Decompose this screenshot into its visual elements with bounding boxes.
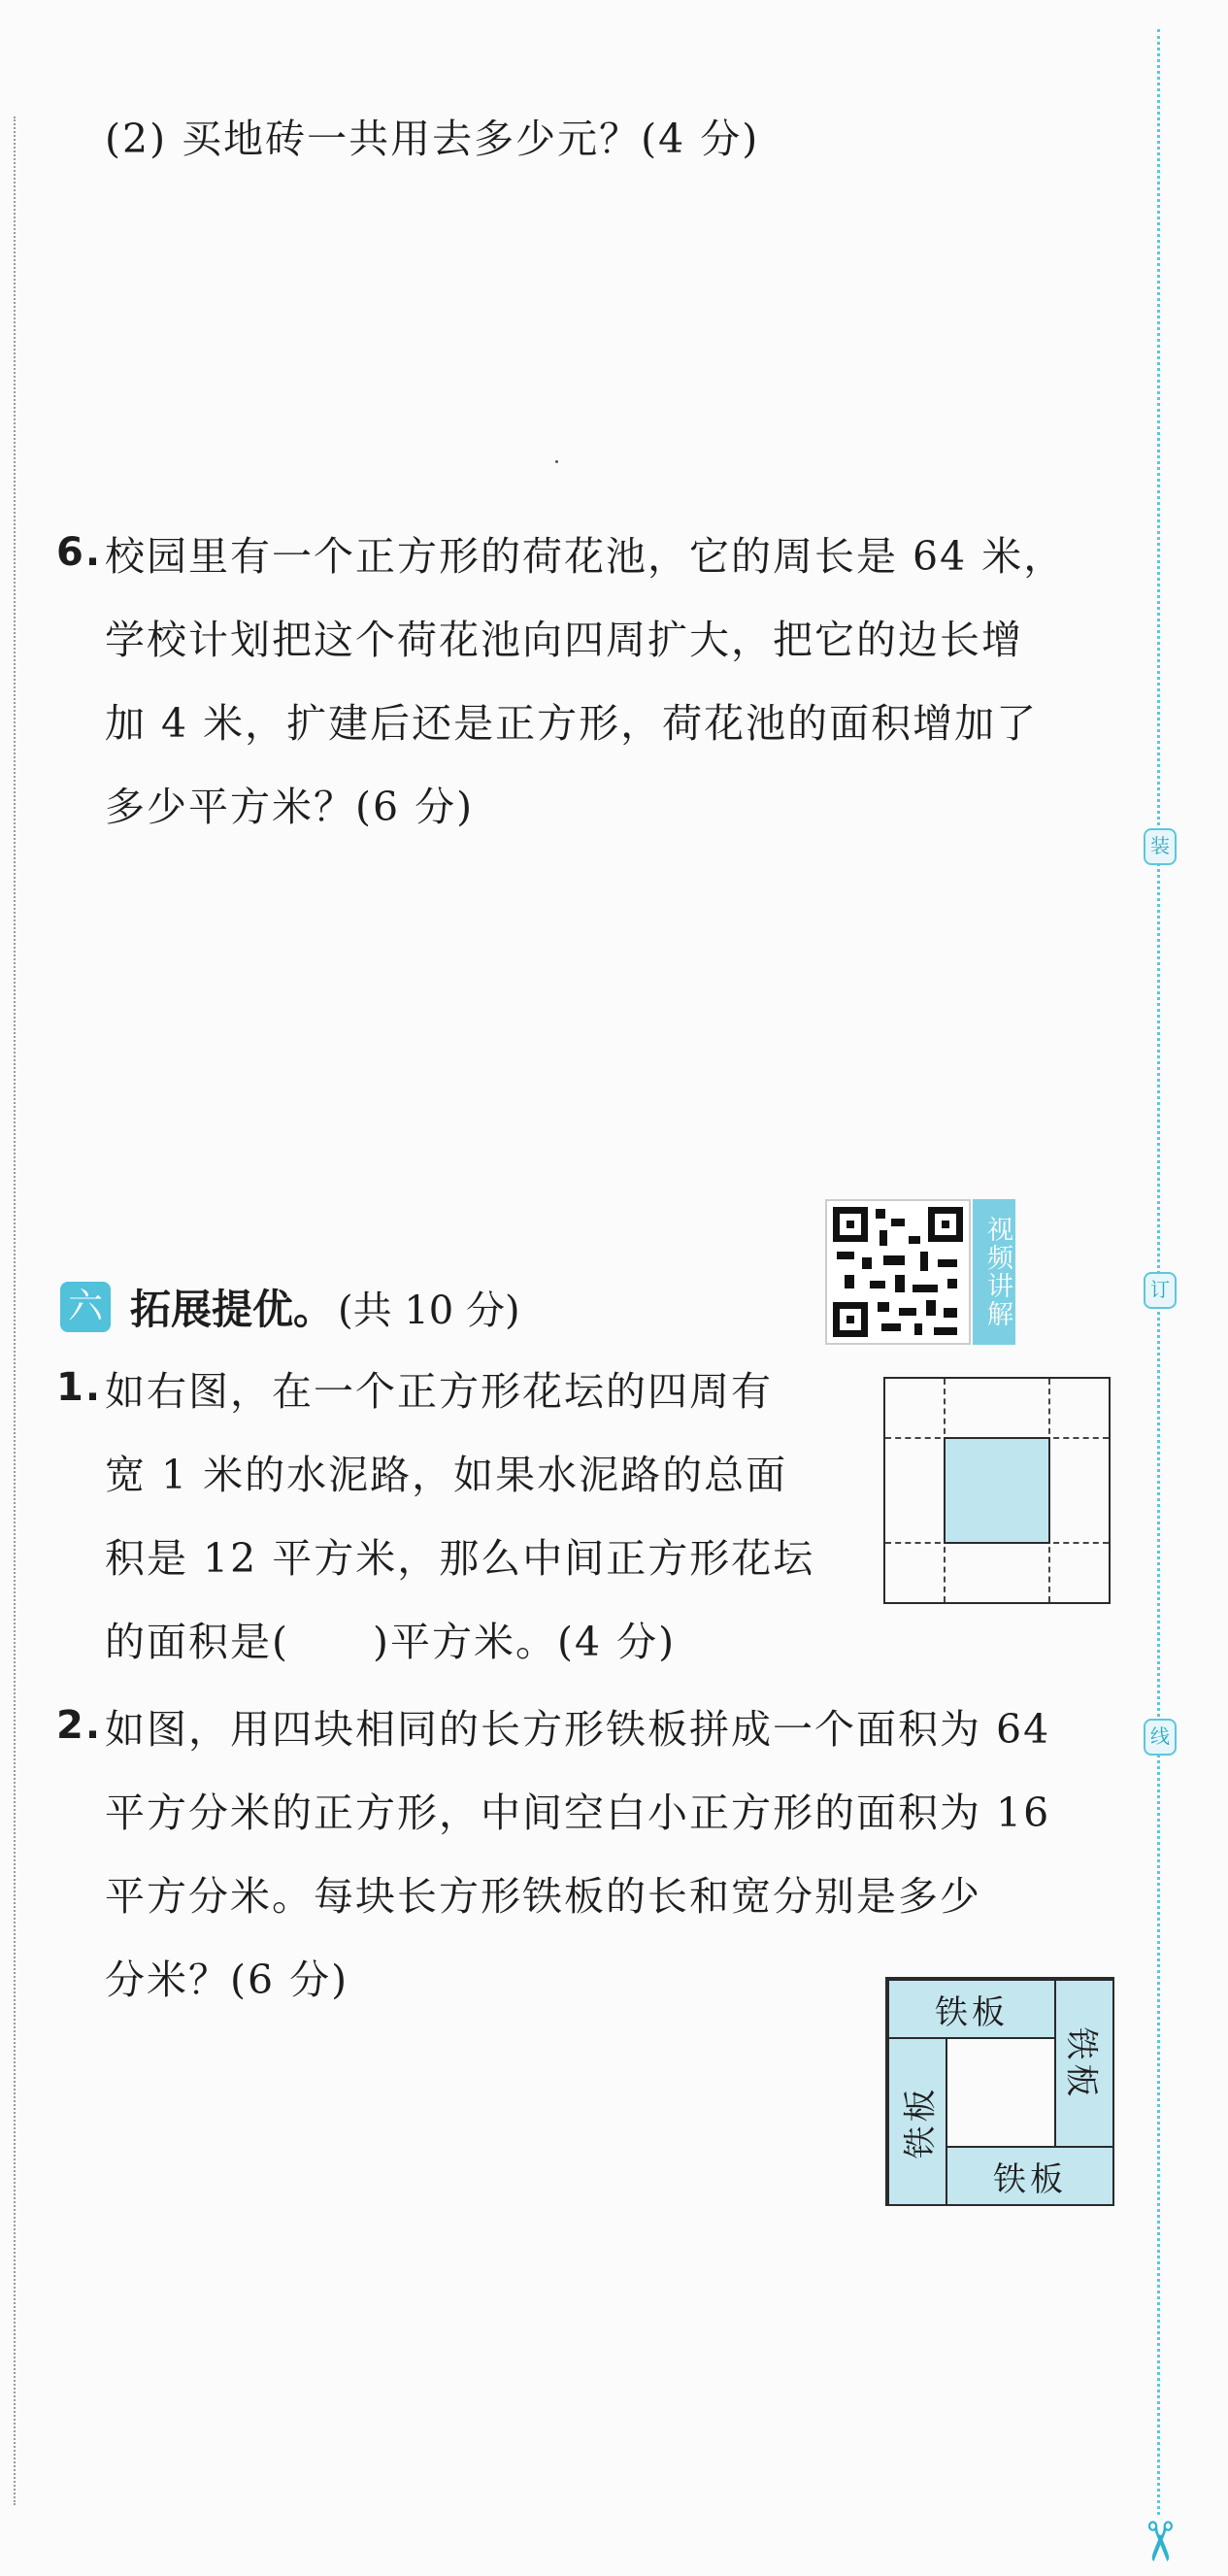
left-margin-rule	[14, 117, 16, 2505]
s6-q1-line-1: 如右图，在一个正方形花坛的四周有	[105, 1368, 773, 1415]
s6-q1-line-3: 积是 12 平方米，那么中间正方形花坛	[105, 1535, 815, 1582]
qr-code[interactable]	[825, 1199, 971, 1345]
q6-line-4: 多少平方米？(6 分)	[105, 784, 475, 830]
blank-center-square	[946, 2037, 1056, 2148]
iron-plate-left	[887, 2037, 947, 2206]
section-6-points: (共 10 分)	[338, 1288, 520, 1333]
s6-q2-line-3: 平方分米。每块长方形铁板的长和宽分别是多少	[105, 1873, 981, 1920]
section-6-title: 拓展提优。	[130, 1286, 335, 1333]
iron-plate-top	[887, 1979, 1056, 2039]
stray-dot	[555, 460, 558, 463]
s6-q2-line-1: 如图，用四块相同的长方形铁板拼成一个面积为 64	[105, 1706, 1051, 1753]
iron-plate-right	[1054, 1979, 1114, 2148]
scissors-icon: ✂	[1126, 2519, 1190, 2564]
q6-line-2: 学校计划把这个荷花池向四周扩大，把它的边长增	[105, 617, 1023, 663]
binding-tab-xian: 线	[1144, 1719, 1177, 1756]
iron-plate-label: 铁板	[901, 2085, 941, 2158]
q6-line-3: 加 4 米，扩建后还是正方形，荷花池的面积增加了	[105, 700, 1039, 747]
binding-tab-ding: 订	[1144, 1272, 1177, 1309]
s6-q1-line-2: 宽 1 米的水泥路，如果水泥路的总面	[105, 1452, 788, 1498]
iron-plate-bottom	[946, 2146, 1114, 2206]
flowerbed-square	[944, 1437, 1050, 1544]
flowerbed-figure	[883, 1377, 1111, 1604]
s6-q2-line-2: 平方分米的正方形，中间空白小正方形的面积为 16	[105, 1790, 1051, 1836]
section-6-heading	[60, 1276, 520, 1338]
s6-q1-number: 1.	[56, 1365, 103, 1410]
s6-q2-number: 2.	[56, 1703, 103, 1748]
iron-plate-label: 铁板	[1061, 2026, 1101, 2100]
iron-plates-figure	[885, 1977, 1114, 2206]
s6-q1-line-4: 的面积是( )平方米。(4 分)	[105, 1619, 677, 1665]
section-6-badge: 六	[60, 1282, 111, 1332]
iron-plate-label: 铁板	[993, 2159, 1067, 2199]
q6-number: 6.	[56, 530, 103, 575]
q5-part2-text: (2) 买地砖一共用去多少元？(4 分)	[105, 116, 760, 162]
binding-tab-zhuang: 装	[1144, 828, 1177, 865]
s6-q2-line-4: 分米？(6 分)	[105, 1957, 349, 2003]
iron-plate-label: 铁板	[935, 1992, 1009, 2032]
q6-line-1: 校园里有一个正方形的荷花池，它的周长是 64 米，	[105, 533, 1066, 580]
video-explanation-label[interactable]: 视频讲解	[973, 1199, 1015, 1345]
